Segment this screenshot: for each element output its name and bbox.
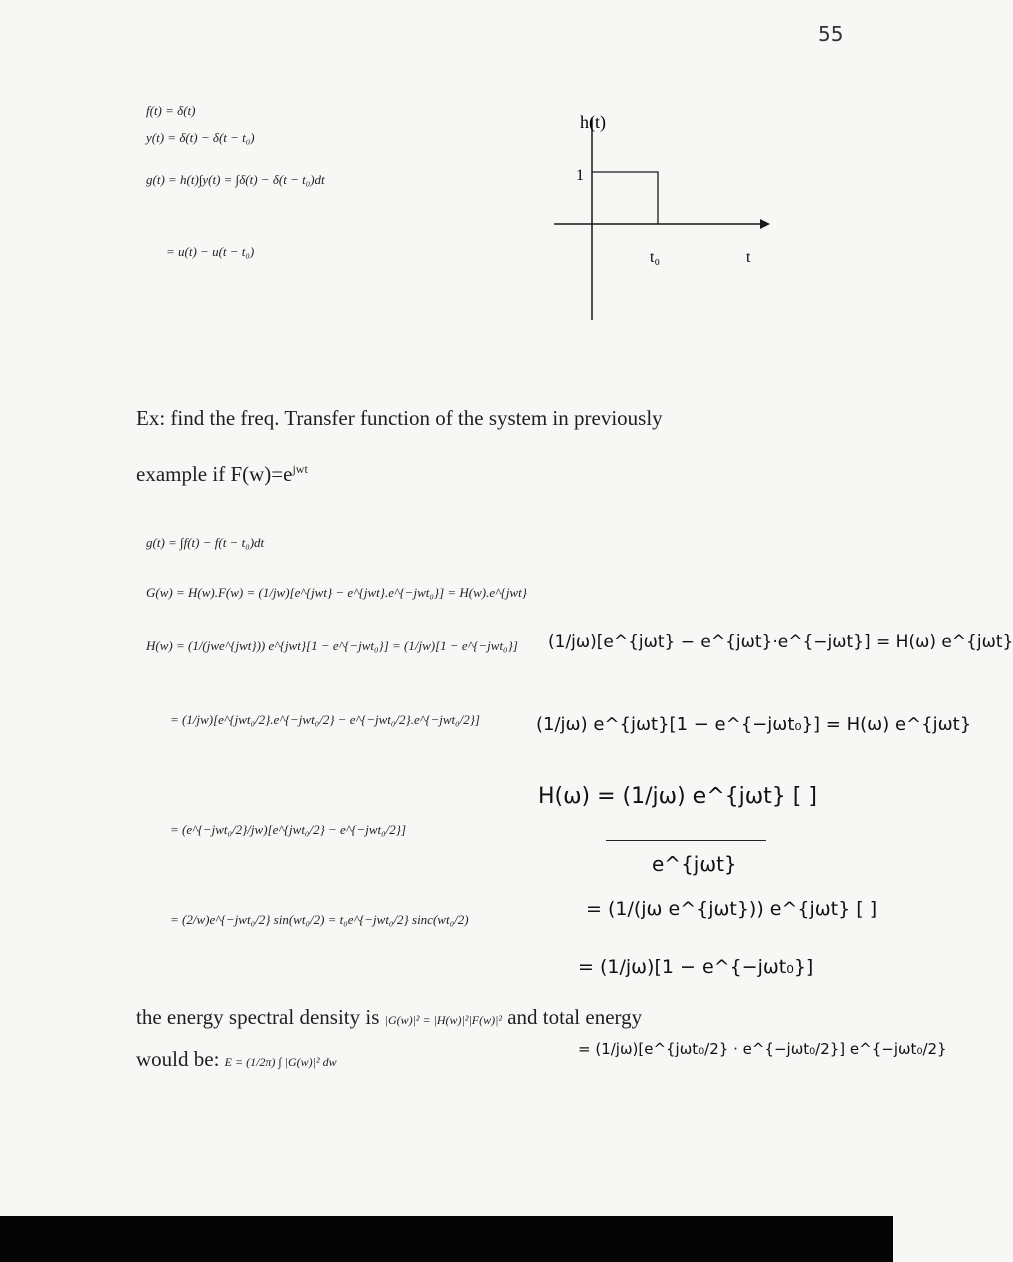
energy-line2-eq: E = (1/2π) ∫ |G(w)|² dw — [224, 1055, 337, 1069]
example-statement-line2 — [136, 462, 308, 487]
equation-g-integral: g(t) = h(t)∫y(t) = ∫δ(t) − δ(t − t₀)dt — [146, 172, 325, 187]
example-statement-sup: jwt — [292, 462, 308, 476]
energy-line1-eq: |G(w)|² = |H(w)|²|F(w)|² — [384, 1013, 502, 1027]
x-axis-arrow-icon — [760, 219, 770, 229]
energy-line2-prefix: would be: — [136, 1047, 220, 1071]
handwritten-line-7: = (1/jω)[e^{jωt₀/2} · e^{−jωt₀/2}] e^{−jωt₀/2} — [578, 1040, 947, 1058]
graph-y-label: h(t) — [580, 112, 606, 132]
impulse-response-graph — [548, 100, 788, 322]
solution-eq-G: G(w) = H(w).F(w) = (1/jw)[e^{jwt} − e^{jwt}.e^{−jwt₀}] = H(w).e^{jwt} — [146, 585, 527, 600]
solution-eq-factor: = (e^{−jwt₀/2}/jw)[e^{jwt₀/2} − e^{−jwt₀/2}] — [170, 822, 407, 837]
equation-y-delta: y(t) = δ(t) − δ(t − t₀) — [146, 130, 255, 145]
handwritten-line-4: e^{jωt} — [652, 852, 737, 876]
handwritten-line-1: (1/jω)[e^{jωt} − e^{jωt}·e^{−jωt}] = H(ω) e^{jωt} — [548, 632, 1013, 652]
example-statement-text: example if F(w)=e — [136, 462, 293, 486]
solution-eq-g: g(t) = ∫f(t) − f(t − t₀)dt — [146, 535, 265, 550]
graph-t0-label: t₀ — [650, 249, 661, 266]
equation-f-delta: f(t) = δ(t) — [146, 103, 196, 118]
handwritten-line-6: = (1/jω)[1 − e^{−jωt₀}] — [578, 956, 814, 978]
handwritten-line-5: = (1/(jω e^{jωt})) e^{jωt} [ ] — [586, 898, 878, 920]
example-statement-line1: Ex: find the freq. Transfer function of the system in previously — [136, 406, 663, 430]
graph-level-label: 1 — [576, 167, 584, 184]
solution-eq-H: H(w) = (1/(jwe^{jwt})) e^{jwt}[1 − e^{−jwt₀}] = (1/jw)[1 − e^{−jwt₀}] — [146, 638, 518, 653]
handwritten-line-3: H(ω) = (1/jω) e^{jωt} [ ] — [538, 784, 817, 809]
scan-bottom-border — [0, 1216, 893, 1262]
equation-g-step: = u(t) − u(t − t₀) — [166, 244, 255, 259]
energy-line2 — [136, 1047, 337, 1072]
energy-line1 — [136, 1005, 642, 1030]
page-number: 55 — [818, 22, 844, 46]
handwritten-line-2: (1/jω) e^{jωt}[1 − e^{−jωt₀}] = H(ω) e^{jωt} — [536, 714, 972, 735]
solution-eq-sinc: = (2/w)e^{−jwt₀/2} sin(wt₀/2) = t₀e^{−jwt₀/2} sinc(wt₀/2) — [170, 912, 469, 927]
solution-eq-expand: = (1/jw)[e^{jwt₀/2}.e^{−jwt₀/2} − e^{−jwt₀/2}.e^{−jwt₀/2}] — [170, 712, 480, 727]
rect-pulse — [592, 172, 658, 224]
handwritten-fraction-bar — [606, 840, 766, 841]
energy-line1-suffix: and total energy — [507, 1005, 643, 1029]
graph-t-label: t — [746, 249, 751, 266]
energy-line1-prefix: the energy spectral density is — [136, 1005, 380, 1029]
